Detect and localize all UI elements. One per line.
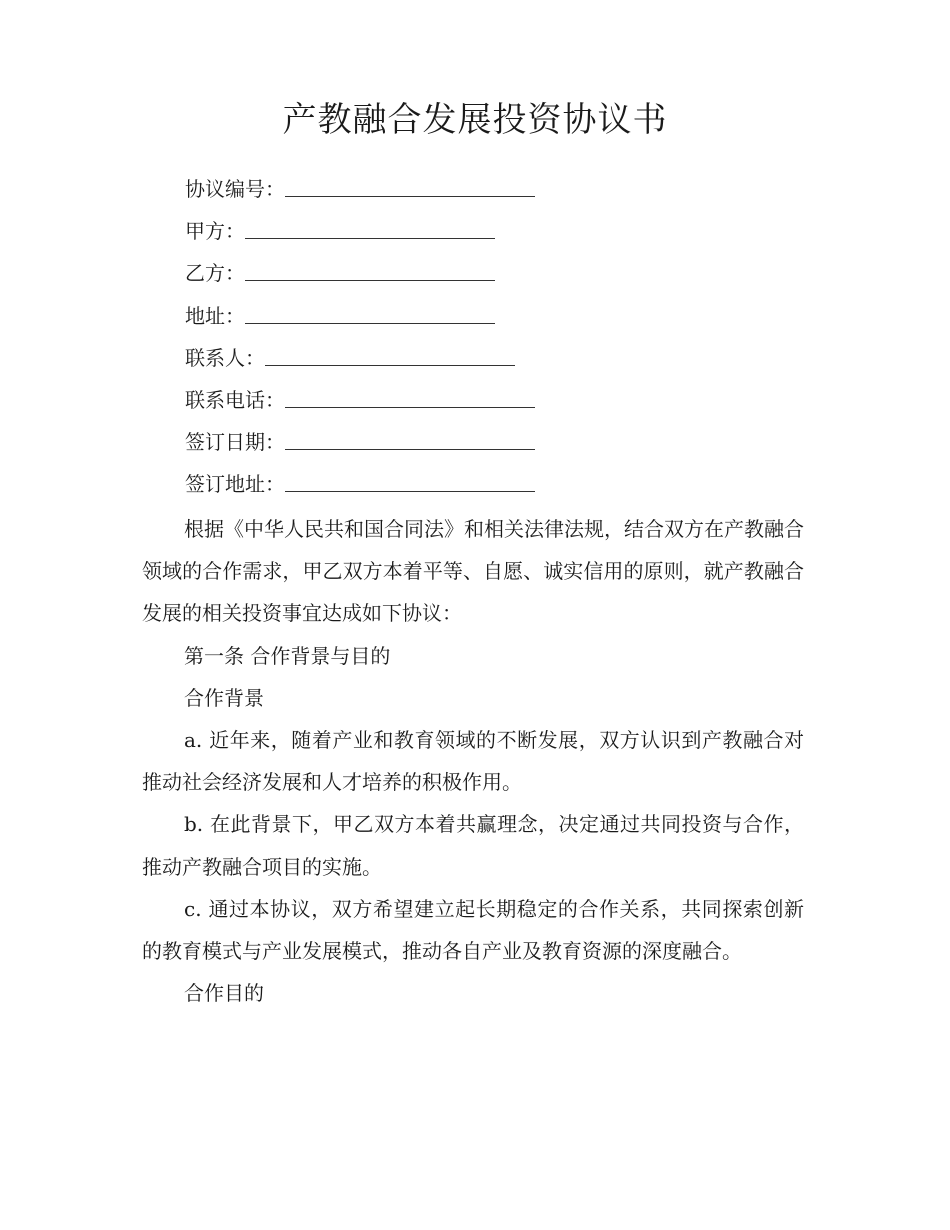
blank-line [245,212,495,239]
list-item: a. 近年来，随着产业和教育领域的不断发展，双方认识到产教融合对推动社会经济发展和人才培养的积极作用。 [142,728,804,795]
field-contact-person [185,339,805,381]
document-title: 产教融合发展投资协议书 [282,100,668,140]
blank-line [285,465,535,492]
field-label: 甲方： [185,219,245,244]
field-label: 联系电话： [185,387,285,412]
document-body [142,508,804,1014]
field-label: 签订日期： [185,430,285,455]
field-signing-place [185,465,805,507]
blank-line [285,423,535,450]
blank-line [245,297,495,324]
field-label: 乙方： [185,261,245,286]
field-address [185,297,805,339]
blank-line [265,339,515,366]
blank-line [245,254,495,281]
section-heading: 合作目的 [184,981,264,1006]
field-party-b [185,254,805,296]
field-party-a [185,212,805,254]
article-heading: 第一条 合作背景与目的 [184,643,391,668]
list-item: c. 通过本协议，双方希望建立起长期稳定的合作关系，共同探索创新的教育模式与产业发展模式，推动各自产业及教育资源的深度融合。 [142,896,804,964]
preamble-paragraph: 根据《中华人民共和国合同法》和相关法律法规，结合双方在产教融合领域的合作需求，甲乙双方本着平等、自愿、诚实信用的原则，就产教融合发展的相关投资事宜达成如下协议： [142,517,804,626]
field-signing-date [185,423,805,465]
field-agreement-number [185,170,805,212]
list-item: b. 在此背景下，甲乙双方本着共赢理念，决定通过共同投资与合作，推动产教融合项目的实施。 [142,812,804,879]
field-label: 联系人： [185,345,265,370]
section-heading: 合作背景 [184,685,264,710]
blank-line [285,381,535,408]
blank-line [285,170,535,197]
field-contact-phone [185,381,805,423]
field-label: 协议编号： [185,177,285,201]
field-label: 地址： [185,303,245,328]
field-label: 签订地址： [185,472,285,497]
header-fields [185,170,805,508]
